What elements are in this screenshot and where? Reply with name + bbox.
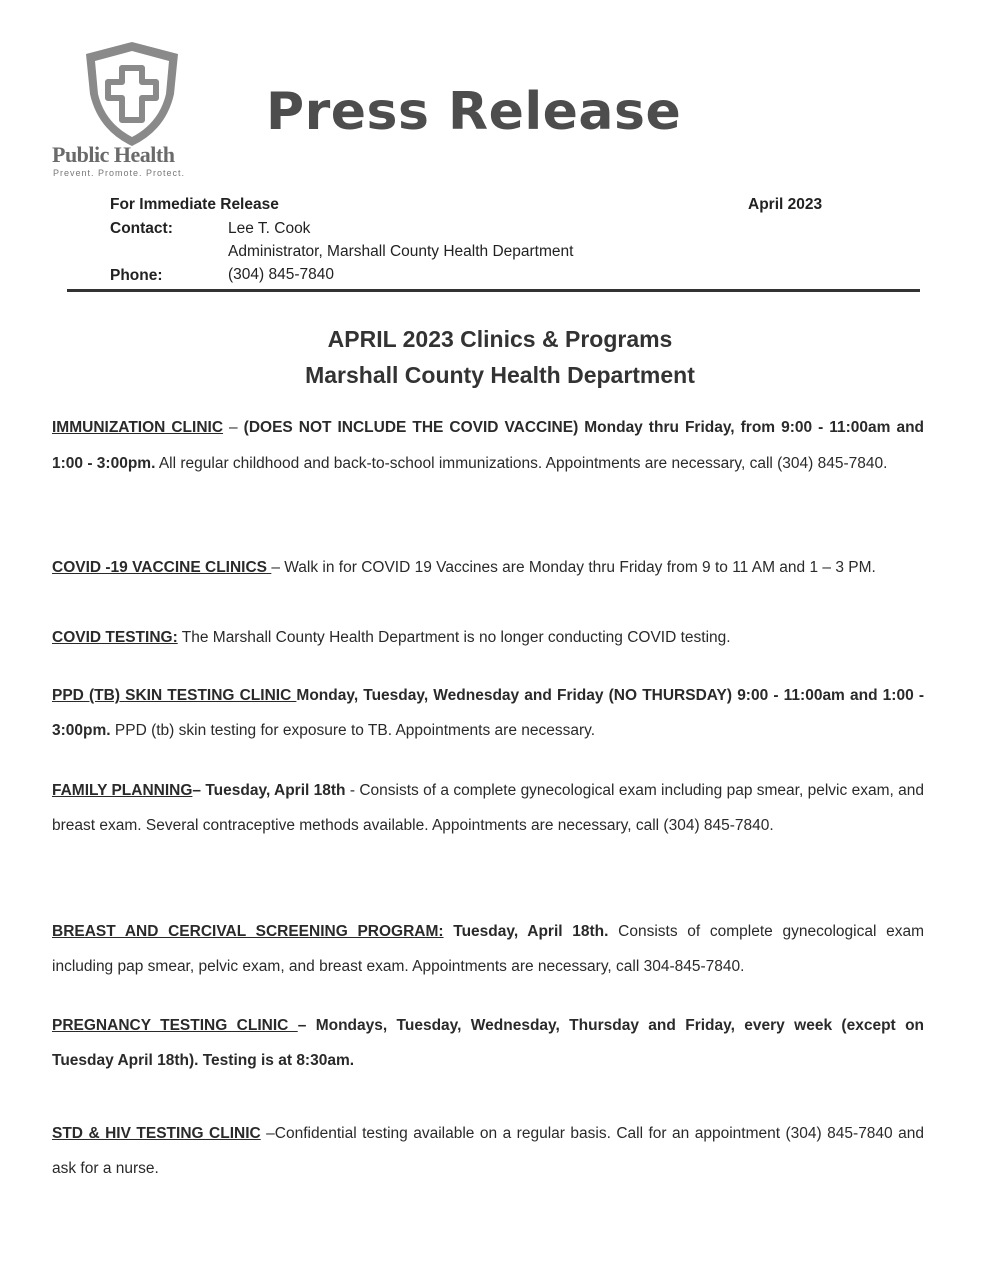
document-heading-line1: APRIL 2023 Clinics & Programs	[327, 326, 673, 352]
document-heading-line2: Marshall County Health Department	[305, 362, 695, 388]
covid-vaccine-section: COVID -19 VACCINE CLINICS – Walk in for COVID 19 Vaccines are Monday thru Friday from 9 to 11 AM and 1 – 3 PM.	[52, 559, 876, 576]
phone-label: Phone:	[110, 267, 163, 284]
breast-cervical-screening-section: BREAST AND CERCIVAL SCREENING PROGRAM: Tuesday, April 18th. Consists of complete gynecological exam including pap smear, pelvic exam, and breast exam. Appointments are necessary, call 304-845-7840.	[52, 923, 924, 975]
contact-label: Contact:	[110, 220, 173, 237]
std-hiv-testing-section: STD & HIV TESTING CLINIC –Confidential testing available on a regular basis. Call for an appointment (304) 845-7840 and ask for a nurse.	[52, 1125, 924, 1177]
header-divider	[67, 289, 920, 292]
contact-title: Administrator, Marshall County Health Department	[228, 243, 574, 260]
family-planning-section: FAMILY PLANNING– Tuesday, April 18th - Consists of a complete gynecological exam including pap smear, pelvic exam, and breast exam. Several contraceptive methods available. Appointments are necessary, call (304) 845-7840.	[52, 782, 924, 834]
section-title: STD & HIV TESTING CLINIC	[52, 1125, 261, 1142]
logo-tagline: Prevent. Promote. Protect.	[53, 168, 186, 178]
immunization-clinic-section: IMMUNIZATION CLINIC – (DOES NOT INCLUDE THE COVID VACCINE) Monday thru Friday, from 9:00 - 11:00am and 1:00 - 3:00pm. All regular childhood and back-to-school immunizations. Appointments are necessary, call (304) 845-7840.	[52, 419, 925, 472]
section-title: PPD (TB) SKIN TESTING CLINIC	[52, 687, 297, 704]
section-title: BREAST AND CERCIVAL SCREENING PROGRAM:	[52, 923, 444, 940]
press-release-title: Press Release	[266, 82, 682, 142]
section-title: FAMILY PLANNING	[52, 782, 193, 799]
section-title: PREGNANCY TESTING CLINIC	[52, 1017, 298, 1034]
section-title: COVID -19 VACCINE CLINICS	[52, 559, 272, 576]
covid-testing-section: COVID TESTING: The Marshall County Health Department is no longer conducting COVID testing.	[52, 629, 731, 646]
phone-number: (304) 845-7840	[228, 266, 334, 283]
ppd-testing-section: PPD (TB) SKIN TESTING CLINIC Monday, Tuesday, Wednesday and Friday (NO THURSDAY) 9:00 - 11:00am and 1:00 - 3:00pm. PPD (tb) skin testing for exposure to TB. Appointments are necessary.	[52, 687, 925, 739]
public-health-shield-logo	[78, 38, 186, 150]
logo-wordmark: Public Health	[52, 142, 175, 167]
release-date: April 2023	[748, 196, 823, 213]
pregnancy-testing-section: PREGNANCY TESTING CLINIC – Mondays, Tuesday, Wednesday, Thursday and Friday, every week (except on Tuesday April 18th). Testing is at 8:30am.	[52, 1017, 925, 1069]
contact-name: Lee T. Cook	[228, 220, 311, 237]
release-label: For Immediate Release	[110, 196, 279, 213]
section-title: IMMUNIZATION CLINIC	[52, 419, 224, 436]
section-title: COVID TESTING:	[52, 629, 178, 646]
